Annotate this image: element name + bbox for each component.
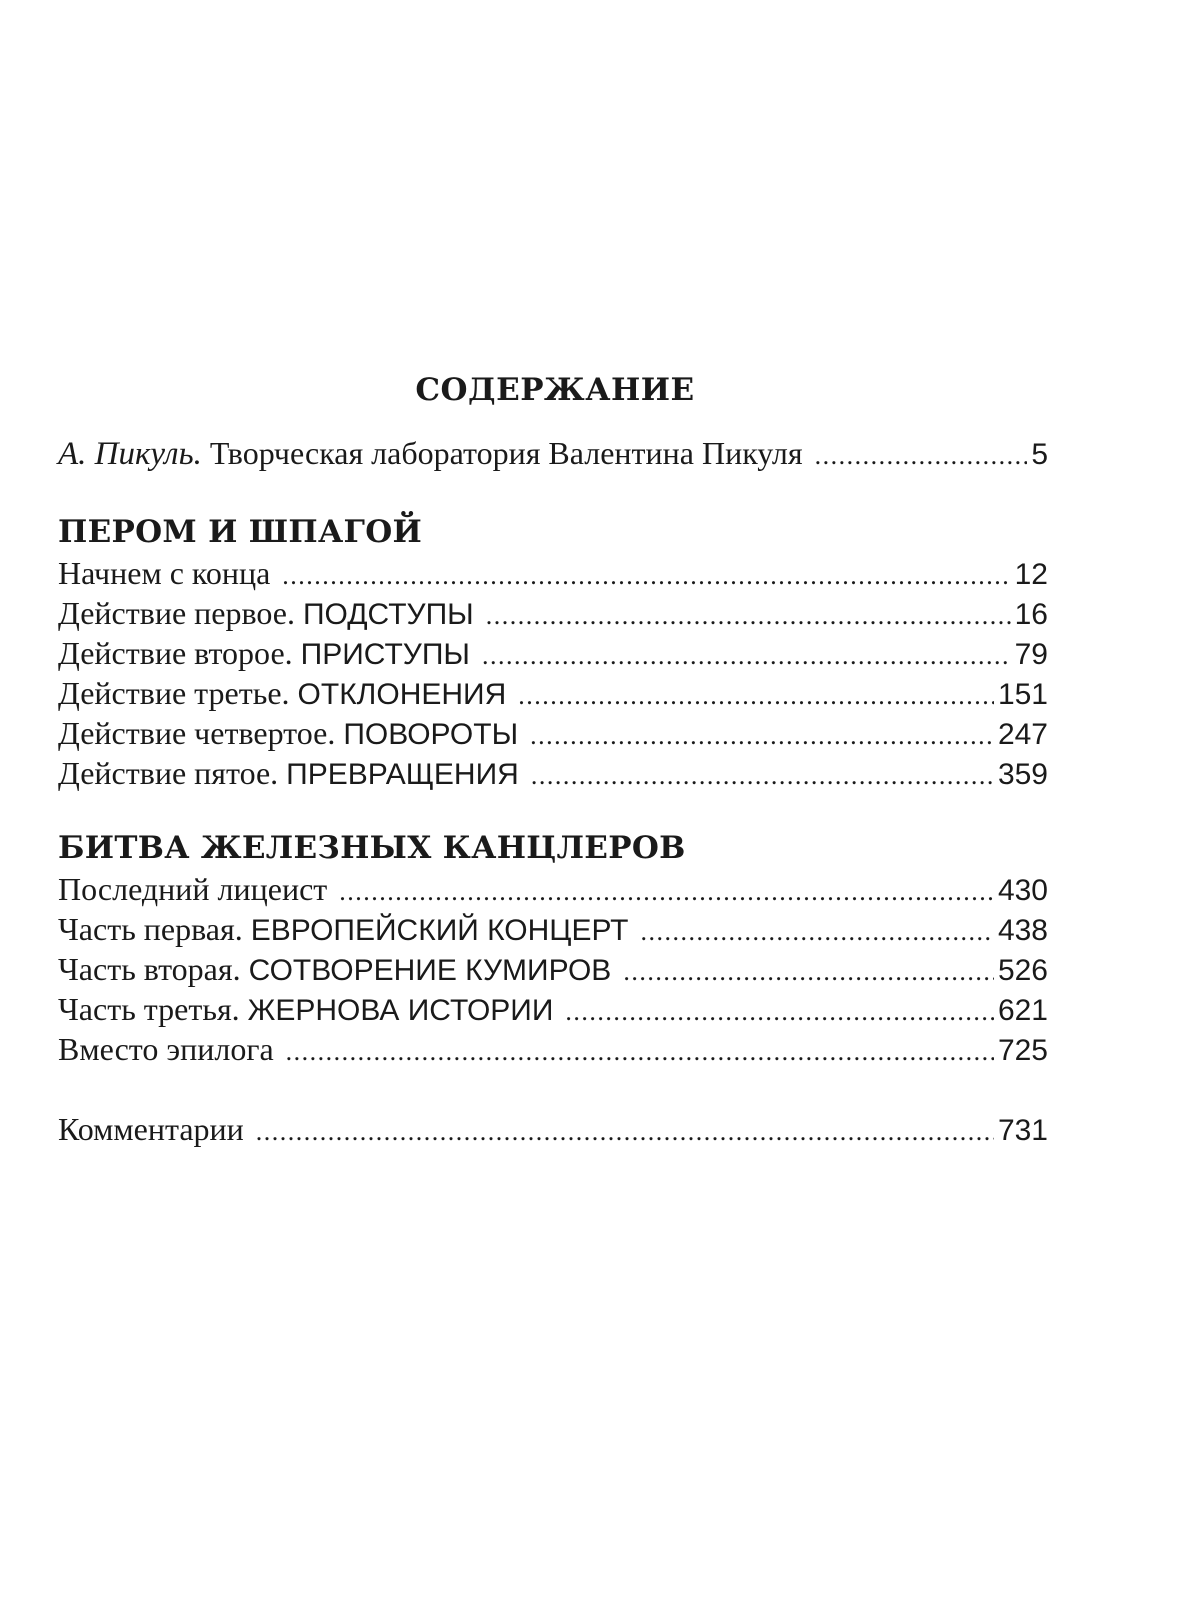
entry-caps-title: ПРЕВРАЩЕНИЯ [286,758,519,791]
page-number: 621 [997,994,1048,1027]
dot-leader [486,597,1011,635]
entry-caps-title: ЖЕРНОВА ИСТОРИИ [247,994,554,1027]
entry-title: Часть вторая. [58,951,241,987]
entry-title: Часть третья. [58,991,240,1027]
entry-title: Действие второе. [58,635,293,671]
toc-entry[interactable] [58,950,1048,991]
dot-leader [641,913,994,951]
entry-caps-title: ПРИСТУПЫ [300,638,470,671]
entry-title: Комментарии [58,1111,244,1147]
toc-entry[interactable] [58,714,1048,755]
toc-entry[interactable] [58,1030,1048,1071]
entry-title: Действие четвертое. [58,715,336,751]
entry-title: Действие третье. [58,675,290,711]
toc-entry-intro[interactable] [58,434,1048,475]
entry-caps-title: СОТВОРЕНИЕ КУМИРОВ [248,954,612,987]
page-number: 430 [997,874,1048,907]
entry-title: Творческая лаборатория Валентина Пикуля [209,435,803,471]
dot-leader [518,677,994,715]
entry-title: Вместо эпилога [58,1031,274,1067]
entry-caps-title: ПОДСТУПЫ [302,598,474,631]
entry-caps-title: ЕВРОПЕЙСКИЙ КОНЦЕРТ [250,914,629,947]
toc-title: СОДЕРЖАНИЕ [415,372,695,408]
dot-leader [282,557,1010,595]
toc-entry[interactable] [58,634,1048,675]
section-heading-bitva: БИТВА ЖЕЛЕЗНЫХ КАНЦЛЕРОВ [58,830,686,866]
page-number: 79 [1014,638,1048,671]
page-number: 5 [1031,438,1048,471]
dot-leader [530,717,994,755]
page-number: 731 [997,1114,1048,1147]
entry-title: Часть первая. [58,911,243,947]
dot-leader [623,953,994,991]
dot-leader [256,1113,994,1151]
page-number: 247 [997,718,1048,751]
dot-leader [531,757,994,795]
entry-title: Начнем с конца [58,555,271,591]
page-number: 438 [997,914,1048,947]
entry-caps-title: ОТКЛОНЕНИЯ [297,678,507,711]
page-number: 16 [1014,598,1048,631]
dot-leader [339,873,994,911]
toc-entry[interactable] [58,910,1048,951]
entry-title: Действие пятое. [58,755,279,791]
page-number: 12 [1014,558,1048,591]
page-number: 725 [997,1034,1048,1067]
toc-entry[interactable] [58,674,1048,715]
toc-entry[interactable] [58,870,1048,911]
section-heading-perom: ПЕРОМ И ШПАГОЙ [58,514,423,550]
author-name: А. Пикуль. [58,436,202,472]
page-number: 359 [997,758,1048,791]
entry-title: Действие первое. [58,595,295,631]
page-number: 526 [997,954,1048,987]
toc-entry[interactable] [58,990,1048,1031]
dot-leader [482,637,1011,675]
page-number: 151 [997,678,1048,711]
dot-leader [815,437,1028,475]
dot-leader [286,1033,994,1071]
toc-entry-comments[interactable] [58,1110,1048,1151]
toc-entry[interactable] [58,554,1048,595]
toc-entry[interactable] [58,754,1048,795]
entry-title: Последний лицеист [58,871,328,907]
toc-entry[interactable] [58,594,1048,635]
dot-leader [565,993,994,1031]
entry-caps-title: ПОВОРОТЫ [343,718,519,751]
